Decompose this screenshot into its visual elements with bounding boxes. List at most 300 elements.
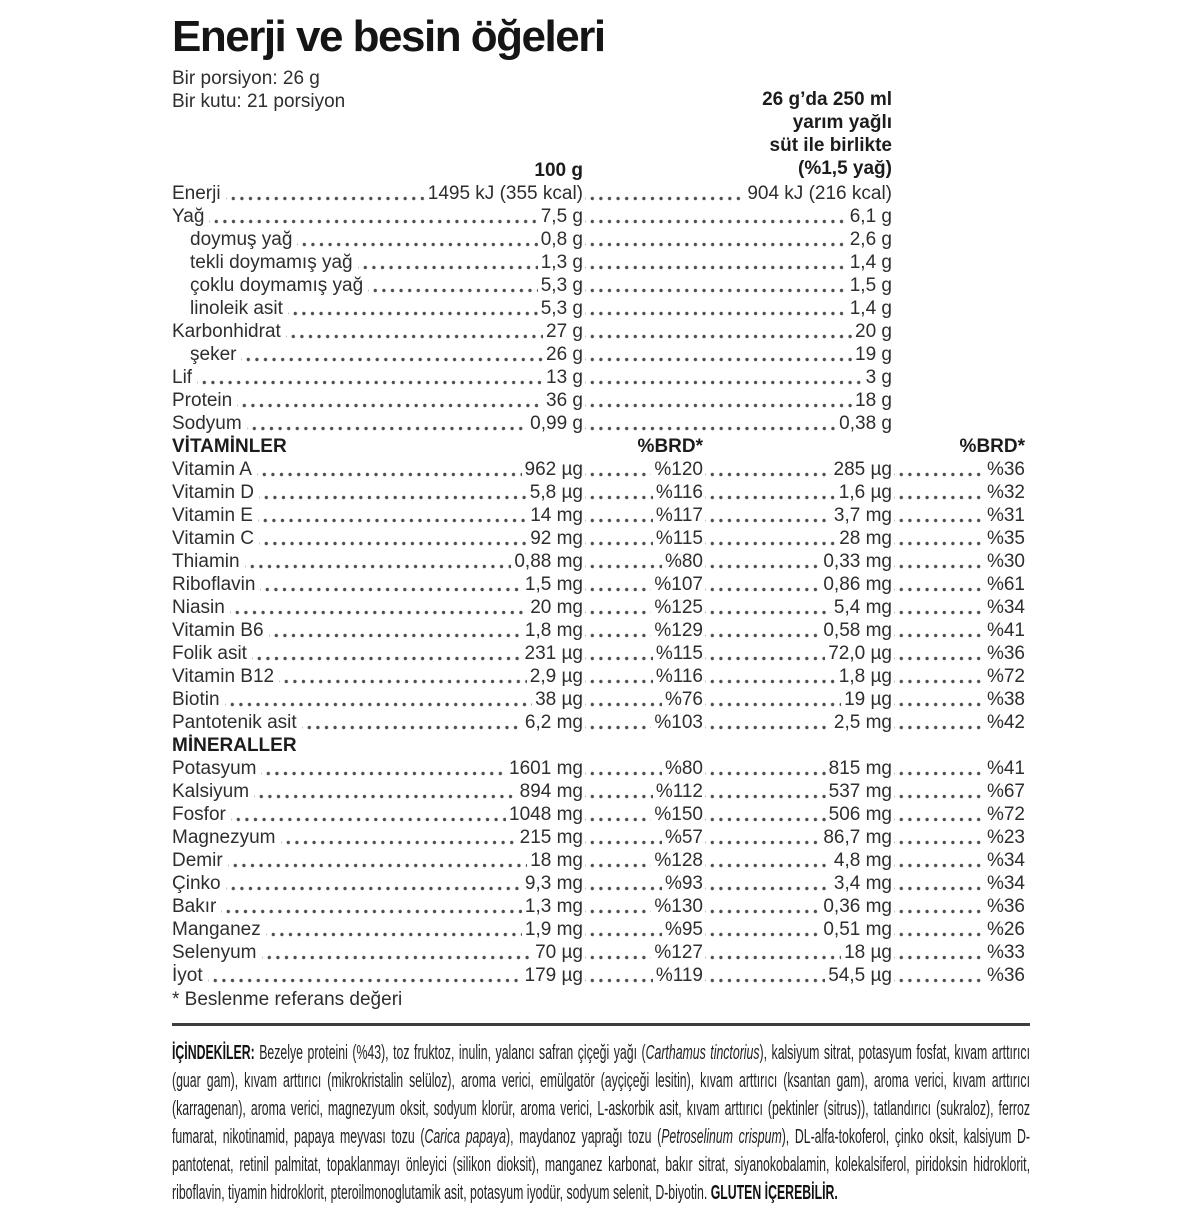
nutrient-row xyxy=(172,205,1030,228)
dot-leader xyxy=(585,711,651,734)
nutrient-label: Vitamin B12 xyxy=(172,666,275,687)
dot-leader xyxy=(261,757,506,780)
dot-leader xyxy=(260,573,521,596)
dot-leader xyxy=(894,918,984,941)
brd-percent: %129 xyxy=(654,620,703,641)
amount-per-100g: 20 mg xyxy=(530,597,583,618)
servings-per-box-line: Bir kutu: 21 porsiyon xyxy=(172,91,346,112)
nutrient-row xyxy=(172,297,1030,320)
nutrient-label: Enerji xyxy=(172,183,221,204)
milk-amount-cell xyxy=(703,757,892,780)
dot-leader xyxy=(231,803,506,826)
dot-leader xyxy=(705,941,841,964)
amount-with-milk: 285 µg xyxy=(833,459,892,480)
nutrient-label: Pantotenik asit xyxy=(172,712,297,733)
dot-leader xyxy=(894,826,984,849)
brd-percent: %72 xyxy=(986,804,1025,825)
dot-leader xyxy=(705,550,820,573)
amount-with-milk: 18 µg xyxy=(844,942,892,963)
nutrient-row xyxy=(172,665,1030,688)
dot-leader xyxy=(221,895,522,918)
nutrient-label: Karbonhidrat xyxy=(172,321,281,342)
nutrient-row xyxy=(172,228,1030,251)
dot-leader xyxy=(302,711,522,734)
brd-percent: %127 xyxy=(654,942,703,963)
ingredients-paragraph xyxy=(172,1039,1030,1207)
dot-leader xyxy=(585,205,847,228)
dot-leader xyxy=(258,504,527,527)
dot-leader xyxy=(230,596,527,619)
brd-percent: %34 xyxy=(986,873,1025,894)
nutrient-label: Manganez xyxy=(172,919,261,940)
brd-percent: %36 xyxy=(986,643,1025,664)
section-title: MİNERALLER xyxy=(172,735,297,756)
nutrient-label: Vitamin C xyxy=(172,528,255,549)
nutrient-row xyxy=(172,550,1030,573)
value-per-100g: 5,3 g xyxy=(540,275,583,296)
dot-leader xyxy=(297,228,537,251)
amount-per-100g: 1,3 mg xyxy=(524,896,583,917)
amount-with-milk: 1,6 µg xyxy=(838,482,892,503)
nutrient-label: Yağ xyxy=(172,206,205,227)
amount-with-milk: 3,4 mg xyxy=(833,873,892,894)
milk-value-cell xyxy=(583,320,892,343)
brd-cell xyxy=(892,757,1025,780)
dot-leader xyxy=(585,320,852,343)
brd-cell xyxy=(892,688,1025,711)
amount-per-100g: 92 mg xyxy=(530,528,583,549)
dot-leader xyxy=(894,619,984,642)
dot-leader xyxy=(705,665,836,688)
brd-cell xyxy=(583,964,703,987)
value-per-100g: 27 g xyxy=(546,321,583,342)
value-per-100g: 1,3 g xyxy=(540,252,583,273)
brd-cell xyxy=(892,918,1025,941)
nutrient-row xyxy=(172,504,1030,527)
milk-header-line: süt ile birlikte xyxy=(769,135,892,156)
amount-per-100g: 894 mg xyxy=(519,781,583,802)
dot-leader xyxy=(197,366,543,389)
milk-value-cell xyxy=(583,251,892,274)
nutrient-row xyxy=(172,481,1030,504)
section-divider xyxy=(172,1023,1030,1026)
milk-amount-cell xyxy=(703,688,892,711)
value-per-100g: 26 g xyxy=(546,344,583,365)
dot-leader xyxy=(585,826,662,849)
dot-leader xyxy=(585,228,847,251)
brd-percent: %32 xyxy=(986,482,1025,503)
nutrient-label: Lif xyxy=(172,367,193,388)
nutrient-label: Demir xyxy=(172,850,223,871)
dot-leader xyxy=(288,297,538,320)
brd-percent: %33 xyxy=(986,942,1025,963)
milk-amount-cell xyxy=(703,573,892,596)
reference-footnote: * Beslenme referans değeri xyxy=(172,989,403,1010)
nutrient-row xyxy=(172,711,1030,734)
milk-amount-cell xyxy=(703,964,892,987)
brd-percent: %120 xyxy=(654,459,703,480)
dot-leader xyxy=(226,182,425,205)
nutrient-row xyxy=(172,895,1030,918)
dot-leader xyxy=(705,826,820,849)
dot-leader xyxy=(894,527,984,550)
value-with-milk: 3 g xyxy=(865,367,892,388)
dot-leader xyxy=(705,688,841,711)
nutrient-row xyxy=(172,757,1030,780)
dot-leader xyxy=(585,803,651,826)
brd-cell xyxy=(583,481,703,504)
dot-leader xyxy=(705,458,831,481)
amount-per-100g: 14 mg xyxy=(530,505,583,526)
dot-leader xyxy=(585,849,651,872)
dot-leader xyxy=(585,688,662,711)
brd-percent: %107 xyxy=(654,574,703,595)
column-header-100g: 100 g xyxy=(534,160,583,181)
dot-leader xyxy=(894,550,984,573)
dot-leader xyxy=(237,389,543,412)
brd-percent: %150 xyxy=(654,804,703,825)
milk-value-cell xyxy=(583,297,892,320)
brd-cell xyxy=(892,941,1025,964)
dot-leader xyxy=(894,642,984,665)
nutrient-label: Çinko xyxy=(172,873,221,894)
dot-leader xyxy=(252,642,522,665)
amount-per-100g: 962 µg xyxy=(524,459,583,480)
nutrient-label: Vitamin A xyxy=(172,459,252,480)
dot-leader xyxy=(585,527,653,550)
brd-cell xyxy=(583,550,703,573)
brd-cell xyxy=(583,849,703,872)
amount-with-milk: 54,5 µg xyxy=(828,965,892,986)
nutrient-label: Vitamin E xyxy=(172,505,253,526)
amount-per-100g: 9,3 mg xyxy=(524,873,583,894)
nutrient-label: Biotin xyxy=(172,689,220,710)
brd-percent: %41 xyxy=(986,758,1025,779)
nutrient-row xyxy=(172,803,1030,826)
amount-per-100g: 1,5 mg xyxy=(524,574,583,595)
brd-cell xyxy=(892,780,1025,803)
nutrient-row xyxy=(172,918,1030,941)
brd-cell xyxy=(892,481,1025,504)
ingredients-text: Bezelye proteini (%43), toz fruktoz, inulin, yalancı safran çiçeği yağı ( xyxy=(254,1041,646,1064)
value-with-milk: 1,5 g xyxy=(849,275,892,296)
value-per-100g: 5,3 g xyxy=(540,298,583,319)
ingredients-text: ), kalsiyum sitrat, potasyum fosfat, kıvam arttırıcı (guar gam), kıvam arttırıcı (mikrokristalin selüloz), aroma verici, emülgatör (ayçiçeği lesitin), kıvam arttırıcı (ksantan gam), aroma verici, kıvam arttırıcı (karragenan), aroma verici, magnezyum oksit, sodyum klorür, aroma verici, L-askorbik asit, kıvam arttırıcı (pektinler (sitrus)), tatlandırıcı (sukraloz), ferroz fumarat, nikotinamid, papaya meyvası tozu ( xyxy=(172,1041,1030,1148)
nutrient-label: Vitamin D xyxy=(172,482,255,503)
amount-with-milk: 3,7 mg xyxy=(833,505,892,526)
milk-value-cell xyxy=(583,343,892,366)
dot-leader xyxy=(226,872,522,895)
dot-leader xyxy=(585,297,847,320)
brd-percent: %34 xyxy=(986,850,1025,871)
dot-leader xyxy=(705,711,831,734)
nutrient-label: Bakır xyxy=(172,896,217,917)
amount-with-milk: 0,58 mg xyxy=(823,620,892,641)
brd-percent: %95 xyxy=(664,919,703,940)
brd-percent: %61 xyxy=(986,574,1025,595)
milk-value-cell xyxy=(583,228,892,251)
amount-with-milk: 815 mg xyxy=(828,758,892,779)
nutrient-row xyxy=(172,826,1030,849)
latin-species-name: Petroselinum crispum xyxy=(661,1125,782,1148)
brd-cell xyxy=(892,504,1025,527)
dot-leader xyxy=(894,711,984,734)
brd-percent: %130 xyxy=(654,896,703,917)
amount-per-100g: 2,9 µg xyxy=(529,666,583,687)
milk-header-line: (%1,5 yağ) xyxy=(798,158,892,179)
value-per-100g: 7,5 g xyxy=(540,206,583,227)
dot-leader xyxy=(279,665,527,688)
dot-leader xyxy=(585,941,651,964)
brd-percent: %36 xyxy=(986,896,1025,917)
milk-amount-cell xyxy=(703,550,892,573)
milk-value-cell xyxy=(583,366,892,389)
value-per-100g: 0,99 g xyxy=(530,413,583,434)
dot-leader xyxy=(705,780,826,803)
brd-percent: %35 xyxy=(986,528,1025,549)
brd-column-header: %BRD* xyxy=(637,436,703,457)
dot-leader xyxy=(585,412,836,435)
dot-leader xyxy=(585,573,651,596)
dot-leader xyxy=(228,849,528,872)
nutrient-label: Potasyum xyxy=(172,758,257,779)
dot-leader xyxy=(585,895,651,918)
brd-cell xyxy=(892,619,1025,642)
brd-cell xyxy=(583,757,703,780)
brd-percent: %41 xyxy=(986,620,1025,641)
dot-leader xyxy=(286,320,543,343)
brd-cell xyxy=(892,803,1025,826)
brd-cell xyxy=(892,895,1025,918)
dot-leader xyxy=(705,619,820,642)
dot-leader xyxy=(281,826,517,849)
milk-amount-cell xyxy=(703,918,892,941)
dot-leader xyxy=(585,918,662,941)
dot-leader xyxy=(894,941,984,964)
brd-cell xyxy=(583,803,703,826)
value-per-100g: 13 g xyxy=(546,367,583,388)
serving-size-line: Bir porsiyon: 26 g xyxy=(172,68,320,89)
nutrient-label: Thiamin xyxy=(172,551,240,572)
brd-cell xyxy=(892,711,1025,734)
dot-leader xyxy=(209,205,537,228)
brd-percent: %42 xyxy=(986,712,1025,733)
brd-percent: %23 xyxy=(986,827,1025,848)
dot-leader xyxy=(705,527,836,550)
nutrient-row xyxy=(172,619,1030,642)
value-with-milk: 1,4 g xyxy=(849,298,892,319)
dot-leader xyxy=(245,550,512,573)
amount-with-milk: 4,8 mg xyxy=(833,850,892,871)
nutrient-label: Protein xyxy=(172,390,233,411)
dot-leader xyxy=(705,803,826,826)
vitamins-section-header xyxy=(172,435,1030,458)
dot-leader xyxy=(241,343,543,366)
amount-with-milk: 19 µg xyxy=(844,689,892,710)
amount-per-100g: 6,2 mg xyxy=(524,712,583,733)
milk-amount-cell xyxy=(703,527,892,550)
dot-leader xyxy=(259,481,527,504)
brd-cell xyxy=(583,596,703,619)
brd-percent: %76 xyxy=(664,689,703,710)
dot-leader xyxy=(894,504,984,527)
dot-leader xyxy=(585,251,847,274)
brd-percent: %128 xyxy=(654,850,703,871)
nutrient-label: Sodyum xyxy=(172,413,242,434)
brd-percent: %36 xyxy=(986,965,1025,986)
brd-cell xyxy=(583,619,703,642)
nutrient-label: doymuş yağ xyxy=(190,229,293,250)
milk-amount-cell xyxy=(703,481,892,504)
dot-leader xyxy=(358,251,538,274)
brd-cell xyxy=(583,918,703,941)
dot-leader xyxy=(585,964,653,987)
brd-percent: %30 xyxy=(986,551,1025,572)
brd-cell xyxy=(892,550,1025,573)
dot-leader xyxy=(585,596,651,619)
brd-cell xyxy=(892,596,1025,619)
brd-cell xyxy=(892,458,1025,481)
dot-leader xyxy=(585,366,863,389)
latin-species-name: Carica papaya xyxy=(424,1125,507,1148)
dot-leader xyxy=(585,642,653,665)
nutrient-row xyxy=(172,872,1030,895)
brd-cell xyxy=(583,504,703,527)
brd-cell xyxy=(892,573,1025,596)
brd-percent: %80 xyxy=(664,758,703,779)
brd-percent: %115 xyxy=(655,528,703,549)
nutrient-row xyxy=(172,964,1030,987)
milk-value-cell xyxy=(583,389,892,412)
nutrient-row xyxy=(172,320,1030,343)
amount-with-milk: 1,8 µg xyxy=(838,666,892,687)
nutrient-label: tekli doymamış yağ xyxy=(190,252,353,273)
nutrient-row xyxy=(172,274,1030,297)
nutrient-label: çoklu doymamış yağ xyxy=(190,275,364,296)
value-with-milk: 19 g xyxy=(855,344,892,365)
nutrient-label: Magnezyum xyxy=(172,827,276,848)
vitamins-table xyxy=(172,458,1030,734)
dot-leader xyxy=(247,412,527,435)
ingredients-text: ), DL-alfa-tokoferol, çinko oksit, kalsiyum D-pantotenat, retinil palmitat, topaklanmayı önleyici (silikon dioksit), manganez karbonat, bakır sitrat, siyanokobalamin, kolekalsiferol, piridoksin hidroklorit, riboflavin, tiyamin hidroklorit, pteroilmonoglutamik asit, potasyum iyodür, sodyum selenit, D-biyotin. xyxy=(172,1125,1031,1204)
nutrient-row xyxy=(172,596,1030,619)
minerals-section-header xyxy=(172,734,1030,757)
dot-leader xyxy=(585,458,651,481)
value-with-milk: 904 kJ (216 kcal) xyxy=(747,183,892,204)
brd-cell xyxy=(583,941,703,964)
dot-leader xyxy=(225,688,533,711)
amount-per-100g: 70 µg xyxy=(535,942,583,963)
nutrient-label: Niasin xyxy=(172,597,225,618)
nutrient-row xyxy=(172,412,1030,435)
brd-percent: %26 xyxy=(986,919,1025,940)
brd-percent: %34 xyxy=(986,597,1025,618)
milk-value-cell xyxy=(583,205,892,228)
brd-percent: %115 xyxy=(655,643,703,664)
dot-leader xyxy=(368,274,538,297)
ingredients-heading: İÇİNDEKİLER: xyxy=(172,1041,255,1064)
nutrient-row xyxy=(172,458,1030,481)
minerals-table xyxy=(172,757,1030,987)
brd-percent: %116 xyxy=(655,482,703,503)
milk-amount-cell xyxy=(703,941,892,964)
milk-amount-cell xyxy=(703,665,892,688)
value-with-milk: 6,1 g xyxy=(849,206,892,227)
milk-amount-cell xyxy=(703,849,892,872)
nutrient-row xyxy=(172,849,1030,872)
brd-percent: %119 xyxy=(655,965,703,986)
amount-with-milk: 5,4 mg xyxy=(833,597,892,618)
brd-cell xyxy=(583,665,703,688)
dot-leader xyxy=(705,895,820,918)
nutrition-label xyxy=(172,12,1030,1207)
latin-species-name: Carthamus tinctorius xyxy=(645,1041,760,1064)
amount-per-100g: 1601 mg xyxy=(509,758,583,779)
nutrient-label: Selenyum xyxy=(172,942,257,963)
value-per-100g: 1495 kJ (355 kcal) xyxy=(427,183,583,204)
dot-leader xyxy=(585,665,653,688)
milk-amount-cell xyxy=(703,596,892,619)
amount-per-100g: 1,9 mg xyxy=(524,919,583,940)
milk-value-cell xyxy=(583,412,892,435)
brd-percent: %80 xyxy=(664,551,703,572)
amount-with-milk: 0,36 mg xyxy=(823,896,892,917)
dot-leader xyxy=(894,665,984,688)
dot-leader xyxy=(894,573,984,596)
dot-leader xyxy=(705,573,820,596)
milk-amount-cell xyxy=(703,803,892,826)
milk-amount-cell xyxy=(703,780,892,803)
dot-leader xyxy=(894,596,984,619)
nutrient-label: İyot xyxy=(172,965,203,986)
amount-with-milk: 28 mg xyxy=(839,528,892,549)
brd-cell xyxy=(583,780,703,803)
dot-leader xyxy=(894,757,984,780)
dot-leader xyxy=(894,803,984,826)
nutrient-label: şeker xyxy=(190,344,237,365)
amount-per-100g: 38 µg xyxy=(535,689,583,710)
milk-value-cell xyxy=(583,274,892,297)
milk-header-line: 26 g’da 250 ml xyxy=(762,89,892,110)
dot-leader xyxy=(254,780,517,803)
brd-cell xyxy=(583,826,703,849)
amount-per-100g: 1,8 mg xyxy=(524,620,583,641)
value-with-milk: 18 g xyxy=(855,390,892,411)
nutrient-label: Kalsiyum xyxy=(172,781,250,802)
macros-table xyxy=(172,205,1030,435)
brd-cell xyxy=(892,642,1025,665)
brd-percent: %116 xyxy=(655,666,703,687)
dot-leader xyxy=(585,550,662,573)
dot-leader xyxy=(585,389,852,412)
dot-leader xyxy=(705,918,820,941)
dot-leader xyxy=(259,527,527,550)
nutrient-row xyxy=(172,688,1030,711)
dot-leader xyxy=(705,849,831,872)
nutrient-label: Vitamin B6 xyxy=(172,620,264,641)
amount-per-100g: 215 mg xyxy=(519,827,583,848)
amount-per-100g: 231 µg xyxy=(524,643,583,664)
brd-percent: %38 xyxy=(986,689,1025,710)
value-per-100g: 0,8 g xyxy=(540,229,583,250)
nutrient-row xyxy=(172,941,1030,964)
brd-percent: %67 xyxy=(986,781,1025,802)
dot-leader xyxy=(894,481,984,504)
brd-cell xyxy=(583,573,703,596)
nutrition-table xyxy=(172,182,1030,987)
dot-leader xyxy=(266,918,522,941)
amount-with-milk: 0,33 mg xyxy=(823,551,892,572)
